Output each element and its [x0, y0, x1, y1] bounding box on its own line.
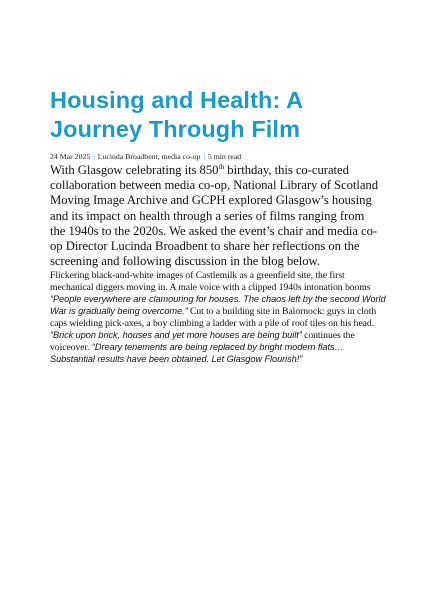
- article-author: Lucinda Broadbent, media co-op: [97, 152, 201, 161]
- intro-text-part1: With Glasgow celebrating its 850: [50, 163, 219, 177]
- body-text-3: continues the voiceover.: [50, 329, 355, 353]
- article: [50, 86, 386, 366]
- intro-text-part2: birthday, this co-curated collaboration between media co-op, National Library of Scotland Moving Image Archive and GCPH explored Glasgow’s housing and its impact on health through a series of films ranging from the 1940s to the 2020s. We asked the event’s chair and media co-op Director Lucinda Broadbent to share her reflections on the screening and following discussion in the blog below.: [50, 163, 379, 269]
- body-quote-3: “Dreary tenements are being replaced by bright modern flats… Substantial results have been obtained. Let Glasgow Flourish!”: [50, 341, 344, 364]
- body-quote-2: “Brick upon brick, houses and yet more houses are being built”: [50, 329, 302, 340]
- body-text-2: Cut to a building site in Balornock: guys in cloth caps wielding pick-axes, a boy climbing a ladder with a pile of roof tiles on his head.: [50, 306, 377, 330]
- article-meta: [50, 152, 382, 162]
- article-body-paragraph: [50, 270, 386, 365]
- article-title: Housing and Health: A Journey Through Film: [50, 87, 303, 142]
- meta-separator: |: [93, 152, 95, 161]
- body-text-1: Flickering black-and-white images of Castlemilk as a greenfield site, the first mechanical diggers moving in. A male voice with a clipped 1940s intonation booms: [50, 270, 371, 294]
- body-quote-1: “People everywhere are clamouring for houses. The chaos left by the second World War is gradually being overcome.”: [50, 294, 386, 317]
- intro-superscript: th: [218, 162, 225, 171]
- meta-separator: |: [203, 152, 205, 161]
- article-date: 24 Mar 2025: [50, 152, 91, 161]
- article-read-time: 5 min read: [207, 152, 242, 161]
- article-intro: [50, 163, 382, 269]
